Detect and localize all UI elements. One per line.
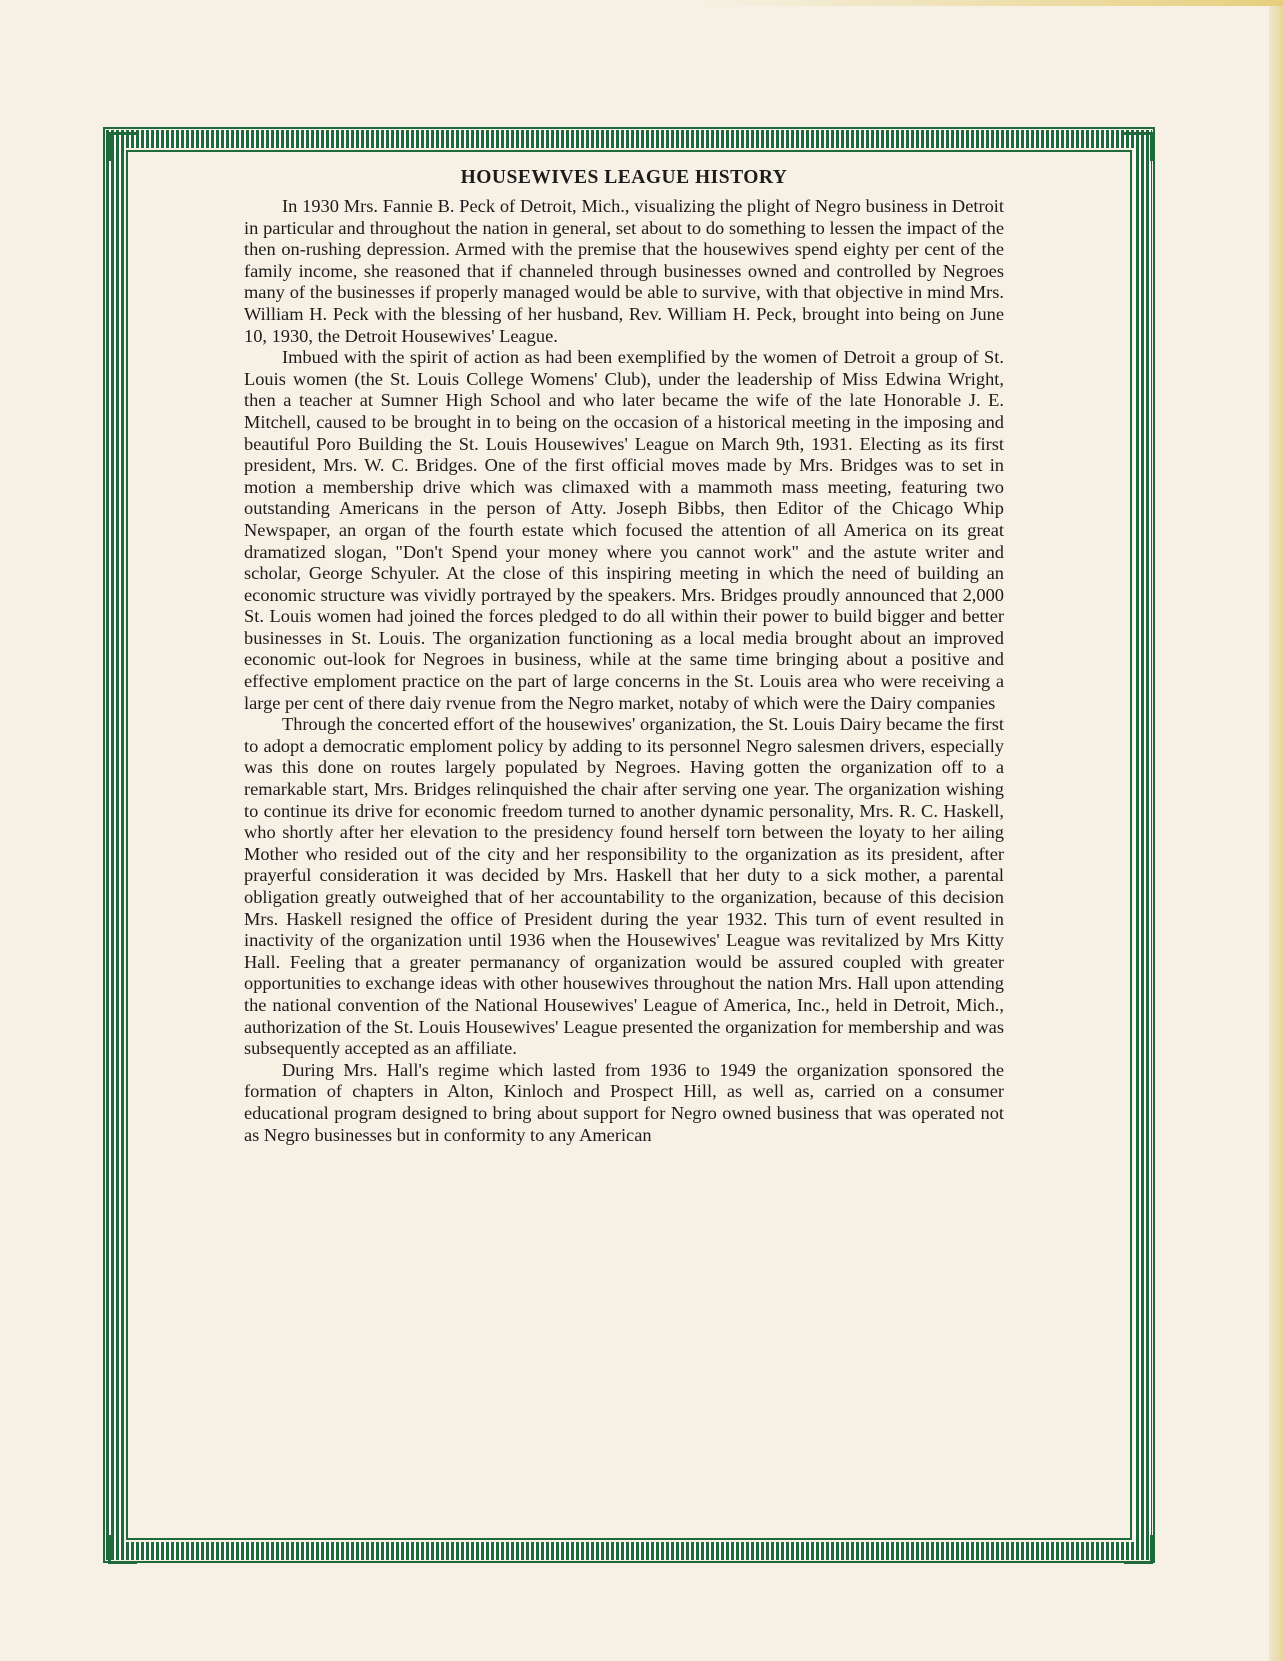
paragraph: Through the concerted effort of the housewives' organization, the St. Louis Dairy became the first to adopt a democratic emploment policy by adding to its personnel Negro salesmen drivers, especially was this done on routes largely populated by Negroes. Having gotten the organization off to a remarkable start, Mrs. Bridges relinquished the chair after serving one year. The organization wishing to continue its drive for economic freedom turned to another dynamic personality, Mrs. R. C. Haskell, who shortly after her elevation to the presidency found herself torn between the loyaty to her ailing Mother who resided out of the city and her responsibility to the organization as its president, after prayerful consideration it was decided by Mrs. Haskell that her duty to a sick mother, a parental obligation greatly outweighed that of her accountability to the organization, because of this decision Mrs. Haskell resigned the office of President during the year 1932. This turn of event resulted in inactivity of the organization until 1936 when the Housewives' League was revitalized by Mrs Kitty Hall. Feeling that a greater permanancy of organization would be assured coupled with greater opportunities to exchange ideas with other housewives throughout the nation Mrs. Hall upon attending the national convention of the National Housewives' League of America, Inc., held in Detroit, Mich., authorization of the St. Louis Housewives' League presented the organization for membership and was subsequently accepted as an affiliate.	[244, 714, 1004, 1059]
border-corner	[108, 132, 137, 161]
paragraph: Imbued with the spirit of action as had been exemplified by the women of Detroit a group of St. Louis women (the St. Louis College Womens' Club), under the leadership of Miss Edwina Wright, then a teacher at Sumner High School and who later became the wife of the late Honorable J. E. Mitchell, caused to be brought in to being on the occasion of a historical meeting in the imposing and beautiful Poro Building the St. Louis Housewives' League on March 9th, 1931. Electing as its first president, Mrs. W. C. Bridges. One of the first official moves made by Mrs. Bridges was to set in motion a membership drive which was climaxed with a mammoth mass meeting, featuring two outstanding Americans in the person of Atty. Joseph Bibbs, then Editor of the Chicago Whip Newspaper, an organ of the fourth estate which focused the attention of all America on its great dramatized slogan, "Don't Spend your money where you cannot work" and the astute writer and scholar, George Schyuler. At the close of this inspiring meeting in which the need of building an economic structure was vividly portrayed by the speakers. Mrs. Bridges proudly announced that 2,000 St. Louis women had joined the forces pledged to do all within their power to build bigger and better businesses in St. Louis. The organization functioning as a local media brought about an improved economic out-look for Negroes in business, while at the same time bringing about a positive and effective emploment practice on the part of large concerns in the St. Louis area who were receiving a large per cent of there daiy rvenue from the Negro market, notaby of which were the Dairy companies	[244, 347, 1004, 713]
border-corner	[108, 1535, 137, 1564]
paragraph: In 1930 Mrs. Fannie B. Peck of Detroit, Mich., visualizing the plight of Negro business in Detroit in particular and throughout the nation in general, set about to do something to lessen the impact of the then on-rushing depression. Armed with the premise that the housewives spend eighty per cent of the family income, she reasoned that if channeled through businesses owned and controlled by Negroes many of the businesses if properly managed would be able to survive, with that objective in mind Mrs. William H. Peck with the blessing of her husband, Rev. William H. Peck, brought into being on June 10, 1930, the Detroit Housewives' League.	[244, 196, 1004, 346]
paragraph: During Mrs. Hall's regime which lasted from 1936 to 1949 the organization sponsored the formation of chapters in Alton, Kinloch and Prospect Hill, as well as, carried on a consumer educational program designed to bring about support for Negro owned business that was operated not as Negro businesses but in conformity to any American	[244, 1059, 1004, 1145]
border-corner	[1124, 132, 1153, 161]
page-edge	[1269, 0, 1283, 1661]
border-corner	[1124, 1535, 1153, 1564]
page-edge-top	[700, 0, 1283, 6]
document-body	[244, 166, 1004, 1146]
document-title: HOUSEWIVES LEAGUE HISTORY	[460, 167, 788, 188]
